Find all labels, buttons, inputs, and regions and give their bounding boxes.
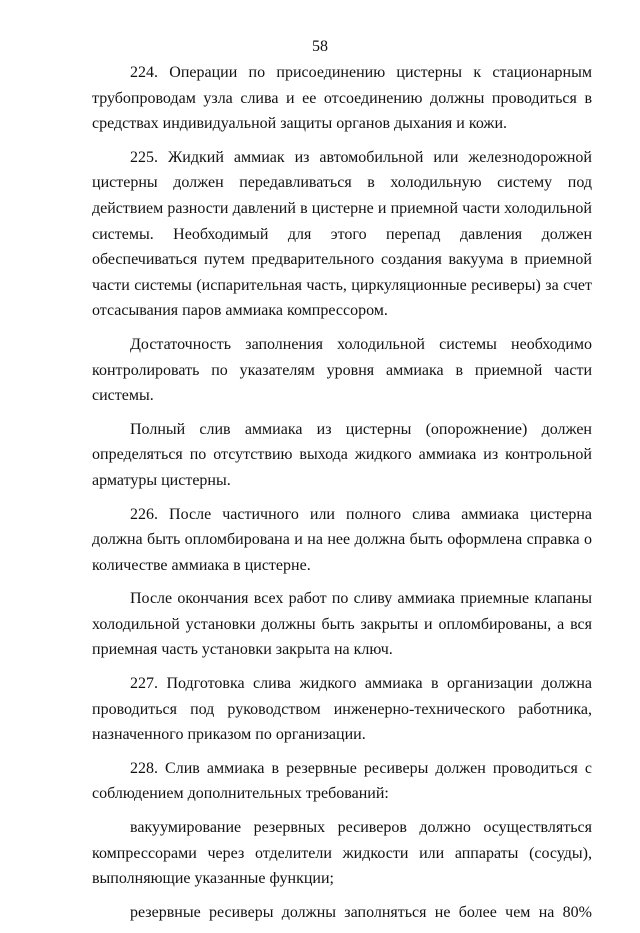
paragraph-vacuuming: вакуумирование резервных ресиверов должно осуществляться компрессорами через отделители жидкости или аппараты (сосуды), выполняющие указанные функции; [92,819,592,888]
paragraph-reserve-receivers: резервные ресиверы должны заполняться не более чем на 80% [130,903,592,921]
paragraph-224: 224. Операции по присоединению цистерны к стационарным трубопроводам узла слива и ее отсоединению должны проводиться в средствах индивидуальной защиты органов дыхания и кожи. [92,64,592,133]
paragraph-filling-sufficiency: Достаточность заполнения холодильной системы необходимо контролировать по указателям уровня аммиака в приемной части системы. [92,335,592,405]
paragraph-226: 226. После частичного или полного слива аммиака цистерна должна быть опломбирована и на нее должна быть оформлена справка о количестве аммиака в цистерне. [92,505,592,574]
paragraph-228: 228. Слив аммиака в резервные ресиверы должен проводиться с соблюдением дополнительных требований: [92,759,592,803]
paragraph-227: 227. Подготовка слива жидкого аммиака в организации должна проводиться под руководством инженерно-технического работника, назначенного приказом по организации. [92,675,592,744]
paragraph-after-drain: После окончания всех работ по сливу аммиака приемные клапаны холодильной установки должны быть закрыты и опломбированы, а вся приемная часть установки закрыта на ключ. [92,590,592,659]
page-number: 58 [312,38,328,55]
paragraph-225: 225. Жидкий аммиак из автомобильной или железнодорожной цистерны должен передавливаться в холодильную систему под действием разности давлений в цистерне и приемной части холодильной системы. Необходимый для этого перепад давления должен обеспечиваться путем предварительного создания вакуума в приемной части системы (испарительная часть, циркуляционные ресиверы) за счет отсасывания паров аммиака компрессором. [92,148,592,320]
text-body [92,60,592,933]
paragraph-full-drain: Полный слив аммиака из цистерны (опорожнение) должен определяться по отсутствию выхода жидкого аммиака из контрольной арматуры цистерны. [92,420,592,489]
